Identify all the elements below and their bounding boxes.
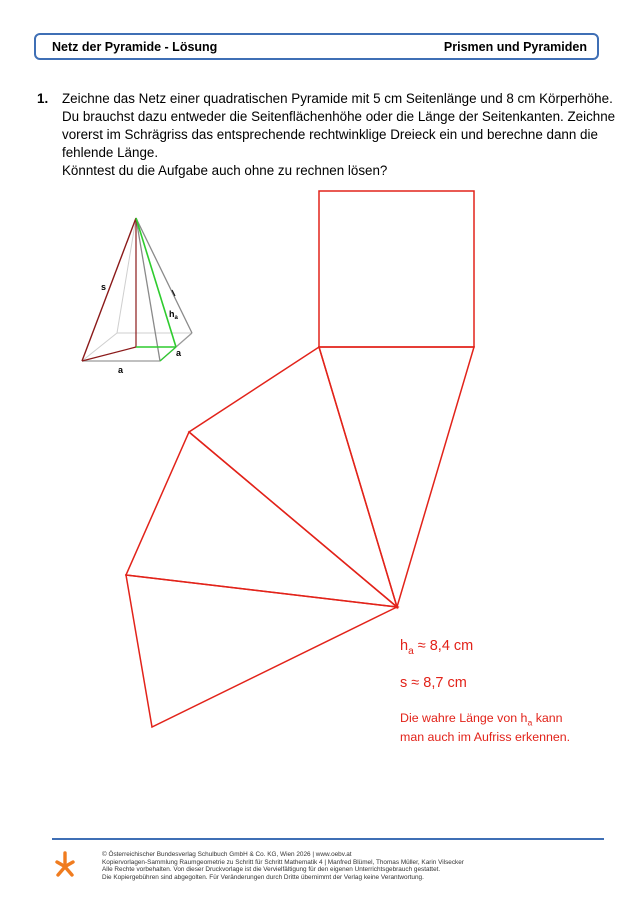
- task-number: 1.: [37, 91, 49, 106]
- label-a-base: a: [118, 365, 124, 375]
- hidden-edge: [117, 218, 136, 333]
- footer-line: Alle Rechte vorbehalten. Von dieser Druckvorlage ist die Vervielfältigung für den eigenen Unterrichtsgebrauch gestattet.: [102, 866, 441, 874]
- task-line: vorerst im Schrägriss das entsprechende rechtwinklige Dreieck ein und berechne dann die: [62, 127, 598, 142]
- face-height-line: [136, 218, 176, 347]
- green-connector: [160, 347, 176, 361]
- footer-line: Kopiervorlagen-Sammlung Raumgeometrie zu Schritt für Schritt Mathematik 4 | Manfred Blümel, Thomas Müller, Karin Vilsecker: [102, 858, 464, 866]
- worksheet-title: Netz der Pyramide - Lösung: [52, 39, 218, 54]
- task-line: Zeichne das Netz einer quadratischen Pyramide mit 5 cm Seitenlänge und 8 cm Körperhöhe.: [62, 91, 613, 106]
- net-triangle-lower-left: [126, 575, 397, 727]
- answer-ha: $h_a \approx 8,4$ cm: [400, 638, 474, 657]
- net-triangle-upper-left: [189, 347, 397, 607]
- task-line: fehlende Länge.: [62, 145, 159, 160]
- net-base-square: [319, 191, 474, 347]
- footer-text: [102, 851, 464, 881]
- net-triangle-middle-left: [126, 432, 397, 607]
- note-line: Die wahre Länge von $h_a$ kann: [400, 711, 563, 728]
- footer-line: Die Kopiergebühren sind abgegolten. Für Veränderungen durch Dritte übernimmt der Verlag keine Verantwortung.: [102, 873, 424, 881]
- label-ha: $h_a$: [169, 309, 178, 321]
- publisher-logo: [57, 853, 73, 875]
- answer-s: s ≈ 8,7 cm: [400, 675, 467, 691]
- task-line: Könntest du die Aufgabe auch ohne zu rechnen lösen?: [62, 163, 388, 178]
- worksheet-subject: Prismen und Pyramiden: [443, 39, 587, 54]
- pyramid-sketch: [82, 218, 192, 375]
- footer-line: © Österreichischer Bundesverlag Schulbuch GmbH & Co. KG, Wien 2026 | www.oebv.at: [102, 851, 352, 858]
- net-triangle-right: [319, 347, 474, 607]
- lateral-edge: [136, 218, 160, 361]
- note-line: man auch im Aufriss erkennen.: [400, 730, 571, 745]
- label-s: s: [101, 282, 107, 292]
- footer-divider: [52, 838, 604, 840]
- answer-note: [400, 711, 570, 745]
- task-line: Du brauchst dazu entweder die Seitenflächenhöhe oder die Länge der Seitenkanten. Zeichne: [62, 109, 616, 124]
- lateral-edge: [136, 218, 192, 333]
- label-a-side: a: [176, 348, 182, 358]
